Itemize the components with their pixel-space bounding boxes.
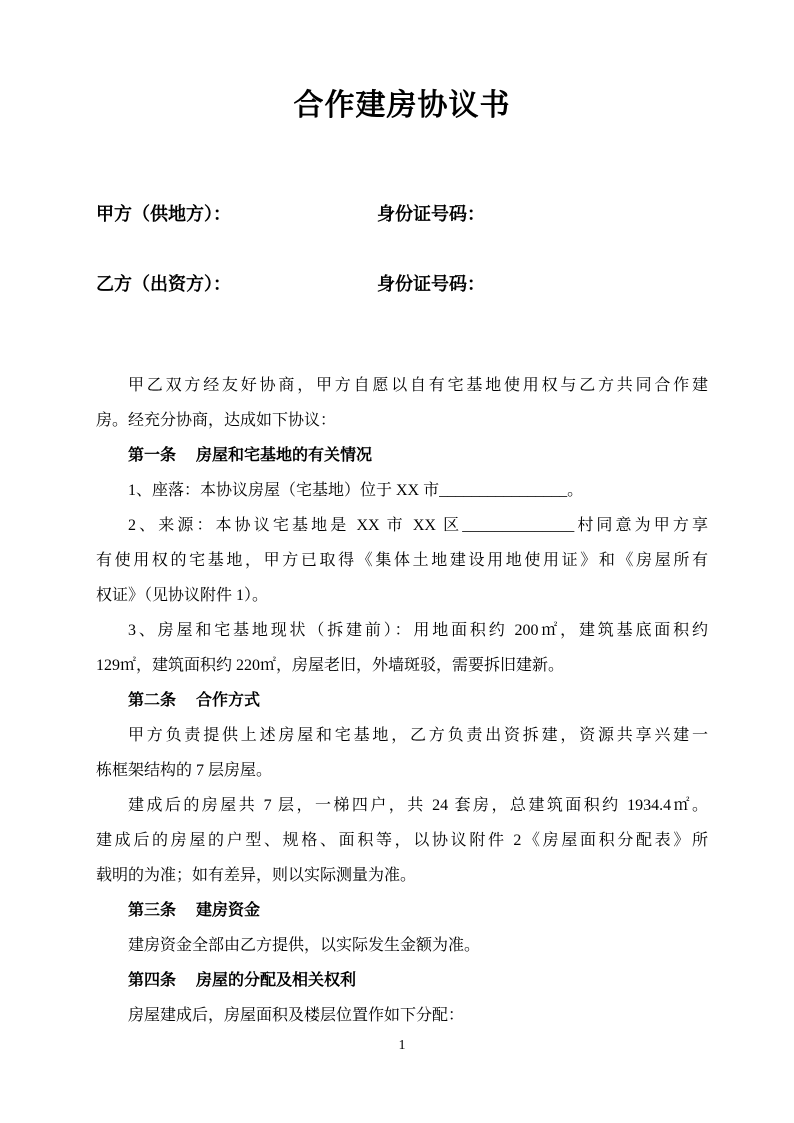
party-a-row [96, 202, 736, 226]
body-line: 建成后的房屋共 7 层，一梯四户，共 24 套房，总建筑面积约 1934.4㎡。 [128, 797, 708, 814]
body-line: 房。经充分协商，达成如下协议： [96, 412, 337, 429]
body-line: 3、房屋和宅基地现状（拆建前）：用地面积约 200㎡，建筑基底面积约 [128, 622, 708, 639]
body-line: 建房资金全部由乙方提供，以实际发生金额为准。 [128, 937, 481, 954]
body-line: 栋框架结构的 7 层房屋。 [96, 762, 273, 779]
section-heading: 第三条 建房资金 [128, 902, 261, 919]
section-heading: 第二条 合作方式 [128, 692, 261, 709]
party-b-id-label: 身份证号码： [377, 274, 485, 294]
body-line: 房屋建成后，房屋面积及楼层位置作如下分配： [128, 1007, 465, 1024]
body-line: 129㎡，建筑面积约 220㎡，房屋老旧，外墙斑驳，需要拆旧建新。 [96, 657, 565, 674]
party-a-label: 甲方（供地方）： [96, 204, 231, 224]
document-title: 合作建房协议书 [293, 89, 511, 122]
body-line: 甲方负责提供上述房屋和宅基地，乙方负责出资拆建，资源共享兴建一 [128, 727, 708, 744]
section-heading: 第一条 房屋和宅基地的有关情况 [128, 447, 373, 464]
body-line: 甲乙双方经友好协商，甲方自愿以自有宅基地使用权与乙方共同合作建 [128, 377, 708, 394]
party-b-label: 乙方（出资方）： [96, 274, 231, 294]
party-a-id-label: 身份证号码： [377, 204, 485, 224]
body-line: 有使用权的宅基地，甲方已取得《集体土地建设用地使用证》和《房屋所有 [96, 552, 708, 569]
section-heading: 第四条 房屋的分配及相关权利 [128, 972, 357, 989]
party-b-row [96, 272, 736, 296]
page-number: 1 [398, 1038, 406, 1053]
body-line: 1、座落：本协议房屋（宅基地）位于 XX 市________________。 [128, 482, 584, 499]
body-line: 载明的为准；如有差异，则以实际测量为准。 [96, 867, 417, 884]
body-line: 建成后的房屋的户型、规格、面积等，以协议附件 2《房屋面积分配表》所 [96, 832, 708, 849]
body-line: 权证》（见协议附件 1）。 [96, 587, 269, 604]
body-line: 2、来源：本协议宅基地是 XX 市 XX 区______________村同意为甲方享 [128, 517, 708, 534]
body-text [96, 368, 708, 1033]
